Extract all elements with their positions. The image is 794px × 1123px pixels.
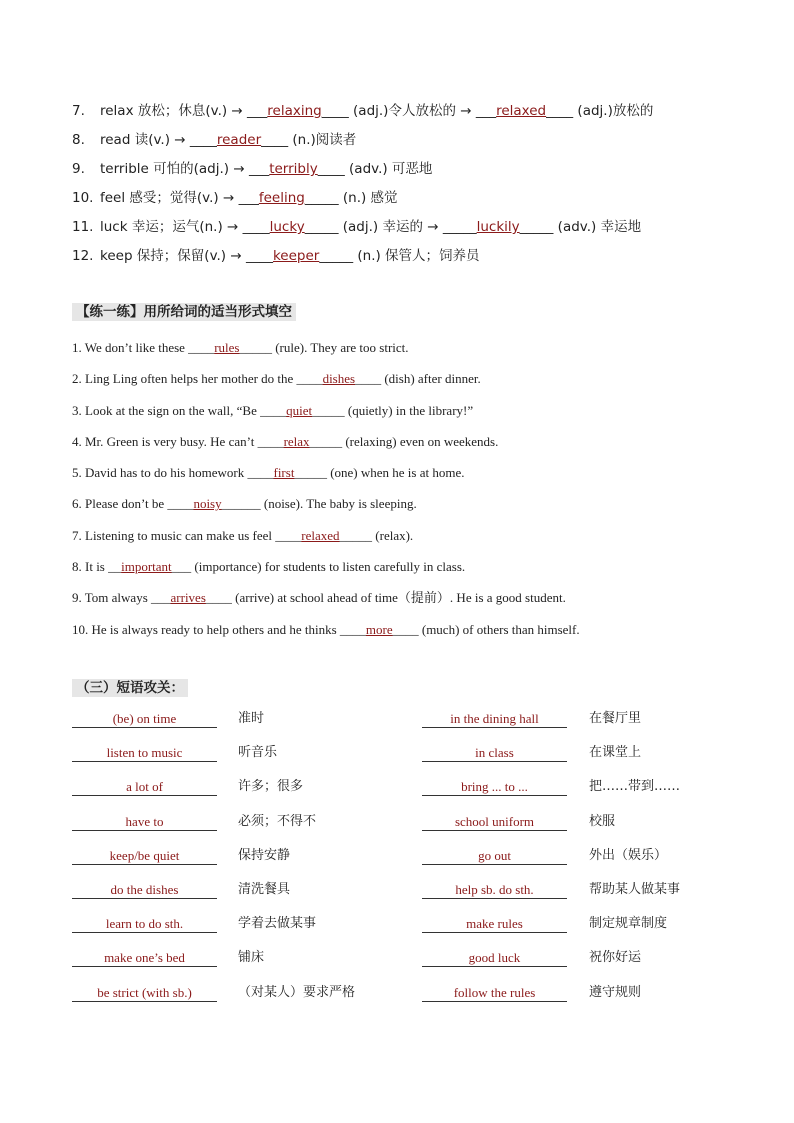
item-number: 7. <box>72 103 85 119</box>
phrase-meaning: 学着去做某事 <box>238 916 317 932</box>
item-number: 8. <box>72 132 85 148</box>
item-number: 10. <box>72 190 94 206</box>
phrase-meaning: （对某人）要求严格 <box>238 984 356 1000</box>
answer-blank: relaxed <box>496 103 547 119</box>
exercise-text: 2. Ling Ling often helps her mother do the ____ <box>72 371 323 387</box>
phrase-answer: (be) on time <box>72 710 217 728</box>
answer-blank: rules <box>214 340 240 355</box>
phrase-row <box>72 881 732 915</box>
word-formation-item <box>72 217 653 246</box>
exercise-text: _____ (relax). <box>339 527 414 543</box>
exercise-item <box>72 401 580 432</box>
phrase-table <box>72 710 732 1018</box>
phrase-meaning: 帮助某人做某事 <box>589 881 681 897</box>
phrase-meaning: 在课堂上 <box>589 745 642 761</box>
phrase-answer: go out <box>422 847 567 865</box>
item-text: _____ (n.) 保管人；饲养员 <box>319 248 480 264</box>
word-formation-item <box>72 159 653 188</box>
phrase-meaning: 必须；不得不 <box>238 813 317 829</box>
phrase-row <box>72 984 732 1018</box>
phrase-answer: make one’s bed <box>72 949 217 967</box>
item-text: relax 放松；休息(v.) → ___ <box>100 103 268 119</box>
phrase-meaning: 制定规章制度 <box>589 916 668 932</box>
exercise-text: 5. David has to do his homework ____ <box>72 465 274 481</box>
item-text: _____ (adv.) 幸运地 <box>519 219 642 235</box>
phrase-answer: good luck <box>422 949 567 967</box>
answer-blank: noisy <box>193 496 222 512</box>
exercise-text: _____ (rule). They are too strict. <box>239 340 409 355</box>
answer-blank: important <box>121 559 172 575</box>
item-text: ____ (adv.) 可恶地 <box>317 161 433 177</box>
exercise-text: 8. It is __ <box>72 559 122 575</box>
exercise-text: ____ (arrive) at school ahead of time（提前）. He is a good student. <box>205 590 566 606</box>
answer-blank: relax <box>283 433 310 449</box>
phrase-row <box>72 847 732 881</box>
item-number: 11. <box>72 219 94 235</box>
phrase-meaning: 在餐厅里 <box>589 711 642 726</box>
exercise-text: ____ (much) of others than himself. <box>392 621 580 637</box>
phrase-answer: follow the rules <box>422 984 567 1002</box>
answer-blank: keeper <box>272 248 320 264</box>
item-text: luck 幸运；运气(n.) → ____ <box>100 219 270 235</box>
exercise-text: _____ (relaxing) even on weekends. <box>309 433 499 449</box>
phrase-meaning: 保持安静 <box>238 847 291 863</box>
exercise-item <box>72 463 580 494</box>
exercise-text: 1. We don’t like these ____ <box>72 340 215 355</box>
exercise-text: _____ (quietly) in the library!” <box>312 402 474 418</box>
exercise-item <box>72 526 580 557</box>
phrase-row <box>72 949 732 983</box>
phrase-answer: learn to do sth. <box>72 915 217 933</box>
exercise-text: 3. Look at the sign on the wall, “Be ____ <box>72 402 287 418</box>
answer-blank: relaxing <box>267 103 322 119</box>
phrase-answer: have to <box>72 813 217 831</box>
item-text: terrible 可怕的(adj.) → ___ <box>100 161 270 177</box>
phrase-meaning: 外出（娱乐） <box>589 847 668 863</box>
answer-blank: first <box>273 465 295 481</box>
exercise-item <box>72 338 580 369</box>
exercise-item <box>72 494 580 525</box>
answer-blank: arrives <box>170 590 206 606</box>
phrase-answer: be strict (with sb.) <box>72 984 217 1002</box>
exercise-item <box>72 432 580 463</box>
exercise-text: 6. Please don’t be ____ <box>72 496 194 512</box>
item-number: 12. <box>72 248 94 264</box>
phrase-answer: a lot of <box>72 778 217 796</box>
phrase-title-text: （三）短语攻关： <box>72 679 188 697</box>
phrase-answer: do the dishes <box>72 881 217 899</box>
item-number: 9. <box>72 161 85 177</box>
word-formation-list <box>72 101 653 275</box>
phrase-row <box>72 813 732 847</box>
answer-blank: quiet <box>286 402 313 418</box>
phrase-answer: keep/be quiet <box>72 847 217 865</box>
exercise-item <box>72 620 580 651</box>
exercise-text: 7. Listening to music can make us feel ____ <box>72 527 302 543</box>
phrase-answer: in the dining hall <box>422 710 567 728</box>
item-text: read 读(v.) → ____ <box>100 132 217 148</box>
word-formation-item <box>72 101 653 130</box>
phrase-title <box>72 676 188 696</box>
phrase-meaning: 听音乐 <box>238 745 278 761</box>
phrase-meaning: 祝你好运 <box>589 950 642 966</box>
answer-blank: lucky <box>269 219 305 235</box>
exercise-text: ______ (noise). The baby is sleeping. <box>221 496 417 512</box>
phrase-meaning: 准时 <box>238 711 265 726</box>
answer-blank: reader <box>216 132 262 148</box>
phrase-meaning: 校服 <box>589 813 616 829</box>
phrase-answer: listen to music <box>72 744 217 762</box>
phrase-meaning: 把……带到…… <box>589 779 681 795</box>
exercise-text: 9. Tom always ___ <box>72 590 171 606</box>
item-text: ____ (n.)阅读者 <box>261 132 357 148</box>
exercise-text: 10. He is always ready to help others and he thinks ____ <box>72 621 366 637</box>
word-formation-item <box>72 130 653 159</box>
item-text: ____ (adj.)令人放松的 → ___ <box>321 103 497 119</box>
exercise-text: ___ (importance) for students to listen carefully in class. <box>171 559 466 575</box>
exercise-text: _____ (one) when he is at home. <box>294 465 465 481</box>
phrase-answer: school uniform <box>422 813 567 831</box>
item-text: feel 感受；觉得(v.) → ___ <box>100 190 259 206</box>
phrase-row <box>72 744 732 778</box>
answer-blank: more <box>365 621 393 637</box>
answer-blank: relaxed <box>301 527 340 543</box>
phrase-answer: make rules <box>422 915 567 933</box>
item-text: ____ (adj.)放松的 <box>546 103 654 119</box>
exercise-text: 4. Mr. Green is very busy. He can’t ____ <box>72 433 284 449</box>
item-text: _____ (adj.) 幸运的 → _____ <box>304 219 477 235</box>
exercise-text: ____ (dish) after dinner. <box>355 371 481 387</box>
word-formation-item <box>72 188 653 217</box>
phrase-meaning: 铺床 <box>238 950 265 966</box>
practice-title-text: 【练一练】用所给词的适当形式填空 <box>72 303 296 321</box>
exercise-item <box>72 588 580 619</box>
exercise-item <box>72 557 580 588</box>
answer-blank: terribly <box>269 161 318 177</box>
phrase-answer: help sb. do sth. <box>422 881 567 899</box>
answer-blank: feeling <box>258 190 305 206</box>
phrase-answer: bring ... to ... <box>422 778 567 796</box>
phrase-meaning: 遵守规则 <box>589 984 642 1000</box>
answer-blank: dishes <box>322 371 356 387</box>
phrase-row <box>72 710 732 744</box>
exercise-list <box>72 338 580 651</box>
exercise-item <box>72 369 580 400</box>
practice-title <box>72 300 296 320</box>
phrase-row <box>72 778 732 812</box>
answer-blank: luckily <box>476 219 520 235</box>
phrase-answer: in class <box>422 744 567 762</box>
item-text: _____ (n.) 感觉 <box>304 190 398 206</box>
phrase-row <box>72 915 732 949</box>
item-text: keep 保持；保留(v.) → ____ <box>100 248 273 264</box>
word-formation-item <box>72 246 653 275</box>
phrase-meaning: 许多；很多 <box>238 779 304 795</box>
phrase-meaning: 清洗餐具 <box>238 881 291 897</box>
